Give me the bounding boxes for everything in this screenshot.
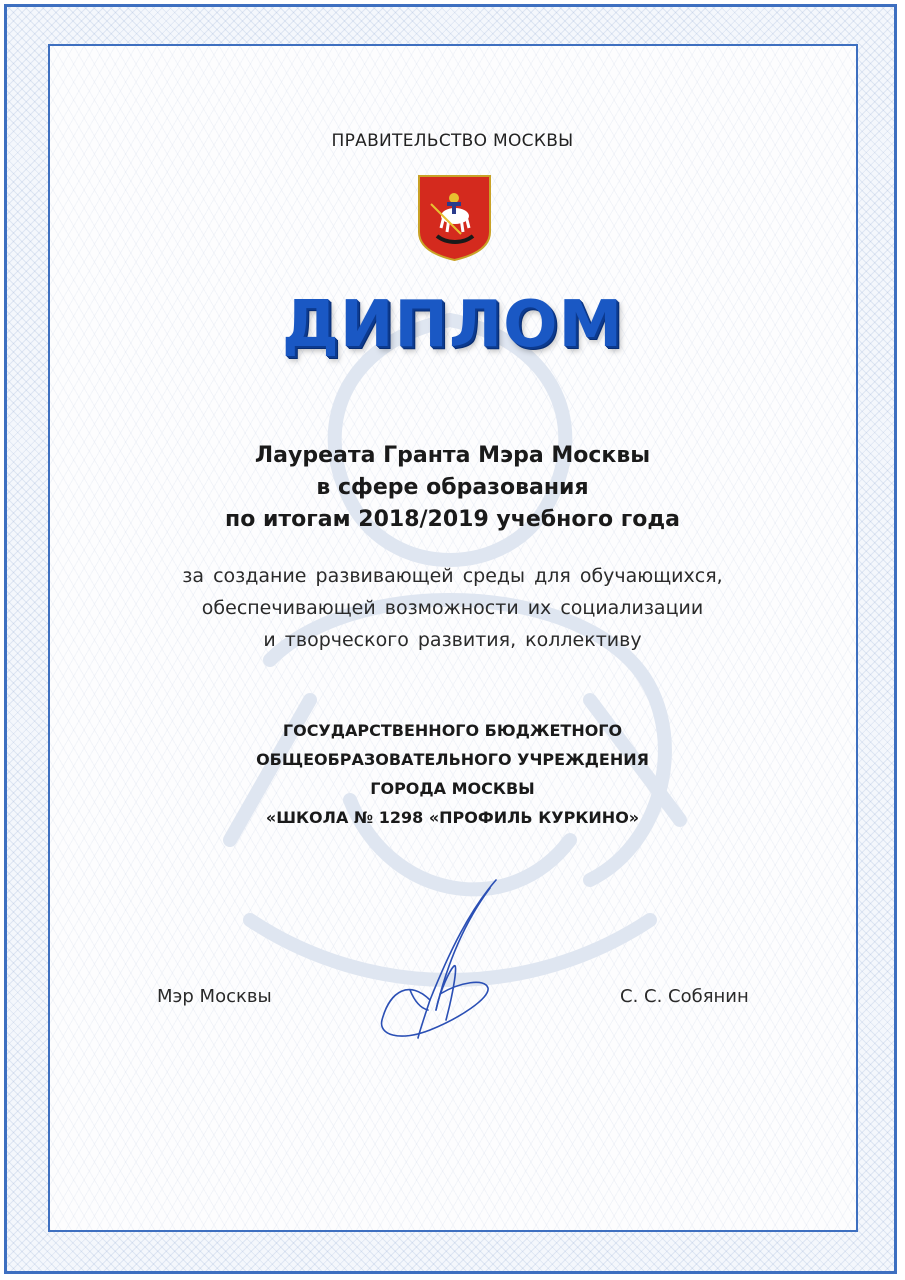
laureate-line-2: в сфере образования bbox=[316, 475, 589, 500]
moscow-coat-of-arms-icon bbox=[417, 174, 492, 262]
organization-line-3: ГОРОДА МОСКВЫ bbox=[370, 779, 535, 798]
laureate-line-3: по итогам 2018/2019 учебного года bbox=[225, 507, 680, 532]
reason-line-1: за создание развивающей среды для обучающихся, bbox=[182, 565, 723, 587]
handwritten-signature bbox=[370, 870, 520, 1050]
diploma-title: ДИПЛОМ bbox=[281, 288, 624, 362]
signatory-position: Мэр Москвы bbox=[157, 986, 272, 1007]
government-header: ПРАВИТЕЛЬСТВО МОСКВЫ bbox=[331, 131, 574, 151]
signatory-name: С. С. Собянин bbox=[620, 986, 749, 1007]
laureate-line-1: Лауреата Гранта Мэра Москвы bbox=[254, 443, 651, 468]
reason-line-2: обеспечивающей возможности их социализации bbox=[201, 597, 704, 619]
reason-line-3: и творческого развития, коллективу bbox=[263, 629, 642, 651]
organization-line-1: ГОСУДАРСТВЕННОГО БЮДЖЕТНОГО bbox=[282, 721, 623, 740]
organization-line-4: «ШКОЛА № 1298 «ПРОФИЛЬ КУРКИНО» bbox=[265, 808, 640, 827]
organization-line-2: ОБЩЕОБРАЗОВАТЕЛЬНОГО УЧРЕЖДЕНИЯ bbox=[256, 750, 649, 769]
